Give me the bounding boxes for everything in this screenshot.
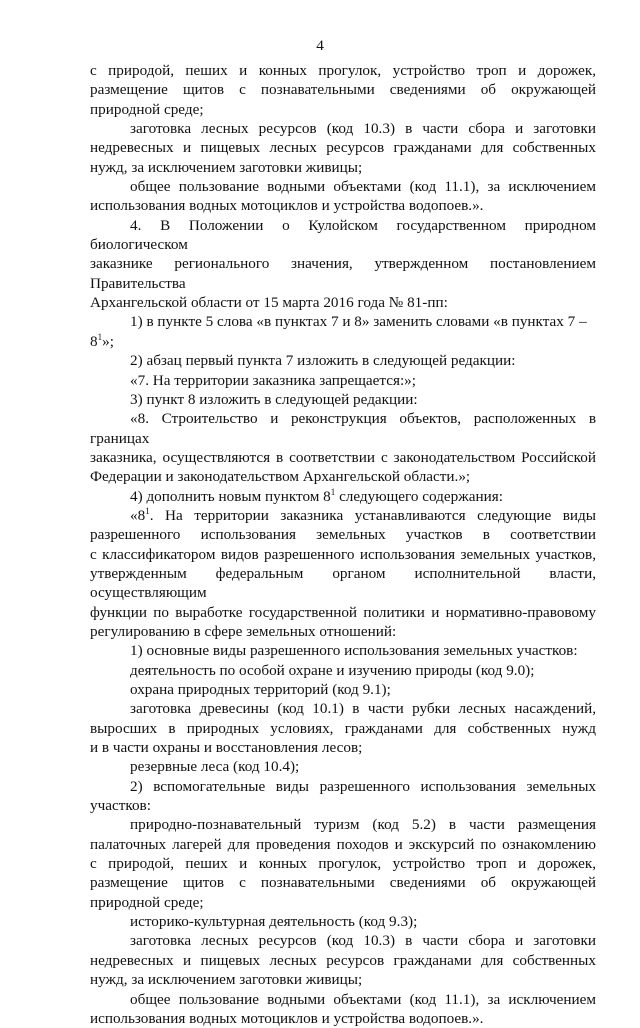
line-text: природно-познавательный туризм (код 5.2) в части размещения	[130, 816, 596, 833]
text-line	[90, 912, 596, 931]
text-line	[90, 216, 596, 255]
paragraph	[90, 312, 596, 351]
paragraph	[90, 409, 596, 486]
line-text: 2) абзац первый пункта 7 изложить в следующей редакции:	[130, 352, 515, 369]
text-line	[90, 661, 596, 680]
document-body	[90, 61, 596, 1028]
line-text: «8. Строительство и реконструкция объектов, расположенных в границах	[90, 410, 596, 446]
text-line	[90, 680, 596, 699]
line-text: 4. В Положении о Кулойском государственном природном биологическом	[90, 217, 596, 253]
text-line	[90, 351, 596, 370]
line-text-after-superscript: следующего содержания:	[335, 488, 503, 505]
text-line	[90, 893, 596, 912]
superscript: 1	[331, 487, 336, 497]
line-text: заготовка лесных ресурсов (код 10.3) в части сбора и заготовки	[130, 120, 596, 137]
text-line	[90, 1009, 596, 1028]
line-text: с классификатором видов разрешенного использования земельных участков,	[90, 546, 596, 563]
line-text: «7. На территории заказника запрещается:»;	[130, 372, 416, 389]
paragraph	[90, 506, 596, 641]
line-text: заказнике регионального значения, утвержденном постановлением Правительства	[90, 255, 596, 291]
text-line	[90, 622, 596, 641]
paragraph	[90, 351, 596, 370]
line-text: «8	[130, 507, 145, 524]
line-text: общее пользование водными объектами (код 11.1), за исключением	[130, 178, 596, 195]
line-text: 4) дополнить новым пунктом 8	[130, 488, 331, 505]
text-line	[90, 931, 596, 950]
text-line	[90, 196, 596, 215]
line-text: 3) пункт 8 изложить в следующей редакции:	[130, 391, 418, 408]
line-text: охрана природных территорий (код 9.1);	[130, 681, 391, 698]
text-line	[90, 487, 596, 506]
text-line	[90, 738, 596, 757]
paragraph	[90, 680, 596, 699]
text-line	[90, 873, 596, 892]
text-line	[90, 390, 596, 409]
text-line	[90, 119, 596, 138]
line-text: заготовка лесных ресурсов (код 10.3) в части сбора и заготовки	[130, 932, 596, 949]
paragraph	[90, 61, 596, 119]
line-text: деятельность по особой охране и изучению природы (код 9.0);	[130, 662, 534, 679]
text-line	[90, 448, 596, 467]
text-line	[90, 312, 596, 351]
text-line	[90, 603, 596, 622]
line-text-after-superscript: . На территории заказника устанавливаются следующие виды	[150, 507, 596, 524]
paragraph	[90, 815, 596, 912]
paragraph	[90, 661, 596, 680]
line-text: резервные леса (код 10.4);	[130, 758, 299, 775]
text-line	[90, 80, 596, 99]
text-line	[90, 777, 596, 796]
paragraph	[90, 487, 596, 506]
line-text: нужд, за исключением заготовки живицы;	[90, 971, 362, 988]
text-line	[90, 100, 596, 119]
superscript: 1	[145, 506, 150, 516]
text-line	[90, 990, 596, 1009]
text-line	[90, 158, 596, 177]
text-line	[90, 506, 596, 525]
paragraph	[90, 777, 596, 816]
line-text: 1) основные виды разрешенного использования земельных участков:	[130, 642, 578, 659]
line-text: разрешенного использования земельных участков в соответствии	[90, 526, 596, 543]
line-text: природной среде;	[90, 101, 204, 118]
text-line	[90, 293, 596, 312]
text-line	[90, 719, 596, 738]
line-text: функции по выработке государственной политики и нормативно-правовому	[90, 604, 596, 621]
line-text: Архангельской области от 15 марта 2016 года № 81-пп:	[90, 294, 448, 311]
line-text: 2) вспомогательные виды разрешенного использования земельных	[130, 778, 596, 795]
text-line	[90, 254, 596, 293]
line-text: размещение щитов с познавательными сведениями об окружающей	[90, 81, 596, 98]
line-text: использования водных мотоциклов и устройства водопоев.».	[90, 197, 483, 214]
paragraph	[90, 177, 596, 216]
line-text: регулированию в сфере земельных отношений:	[90, 623, 396, 640]
line-text: с природой, пеших и конных прогулок, устройство троп и дорожек,	[90, 855, 596, 872]
line-text: общее пользование водными объектами (код 11.1), за исключением	[130, 991, 596, 1008]
paragraph	[90, 699, 596, 757]
line-text: размещение щитов с познавательными сведениями об окружающей	[90, 874, 596, 891]
line-text: историко-культурная деятельность (код 9.3);	[130, 913, 417, 930]
text-line	[90, 177, 596, 196]
text-line	[90, 641, 596, 660]
text-line	[90, 138, 596, 157]
paragraph	[90, 216, 596, 313]
paragraph	[90, 641, 596, 660]
line-text: участков:	[90, 797, 151, 814]
text-line	[90, 545, 596, 564]
line-text: использования водных мотоциклов и устройства водопоев.».	[90, 1010, 483, 1027]
text-line	[90, 970, 596, 989]
line-text: Федерации и законодательством Архангельской области.»;	[90, 468, 470, 485]
line-text: и в части охраны и восстановления лесов;	[90, 739, 362, 756]
text-line	[90, 951, 596, 970]
line-text: заготовка древесины (код 10.1) в части рубки лесных насаждений,	[130, 700, 596, 717]
text-line	[90, 835, 596, 854]
text-line	[90, 61, 596, 80]
text-line	[90, 796, 596, 815]
line-text: нужд, за исключением заготовки живицы;	[90, 159, 362, 176]
line-text: недревесных и пищевых лесных ресурсов гражданами для собственных	[90, 952, 596, 969]
paragraph	[90, 931, 596, 989]
paragraph	[90, 390, 596, 409]
text-line	[90, 467, 596, 486]
paragraph	[90, 757, 596, 776]
line-text: заказника, осуществляются в соответствии с законодательством Российской	[90, 449, 596, 466]
superscript: 1	[98, 332, 103, 342]
text-line	[90, 371, 596, 390]
line-text: недревесных и пищевых лесных ресурсов гражданами для собственных	[90, 139, 596, 156]
line-text: природной среде;	[90, 894, 204, 911]
line-text: выросших в природных условиях, гражданами для собственных нужд	[90, 720, 596, 737]
text-line	[90, 409, 596, 448]
text-line	[90, 815, 596, 834]
page-number: 4	[0, 36, 640, 55]
text-line	[90, 525, 596, 544]
text-line	[90, 564, 596, 603]
line-text: 1) в пункте 5 слова «в пунктах 7 и 8» заменить словами «в пунктах 7 – 8	[90, 313, 587, 349]
text-line	[90, 854, 596, 873]
line-text: с природой, пеших и конных прогулок, устройство троп и дорожек,	[90, 62, 596, 79]
line-text-after-superscript: »;	[102, 333, 114, 350]
paragraph	[90, 912, 596, 931]
paragraph	[90, 371, 596, 390]
paragraph	[90, 990, 596, 1028]
text-line	[90, 757, 596, 776]
text-line	[90, 699, 596, 718]
line-text: утвержденным федеральным органом исполнительной власти, осуществляющим	[90, 565, 596, 601]
line-text: палаточных лагерей для проведения походов и экскурсий по ознакомлению	[90, 836, 596, 853]
paragraph	[90, 119, 596, 177]
